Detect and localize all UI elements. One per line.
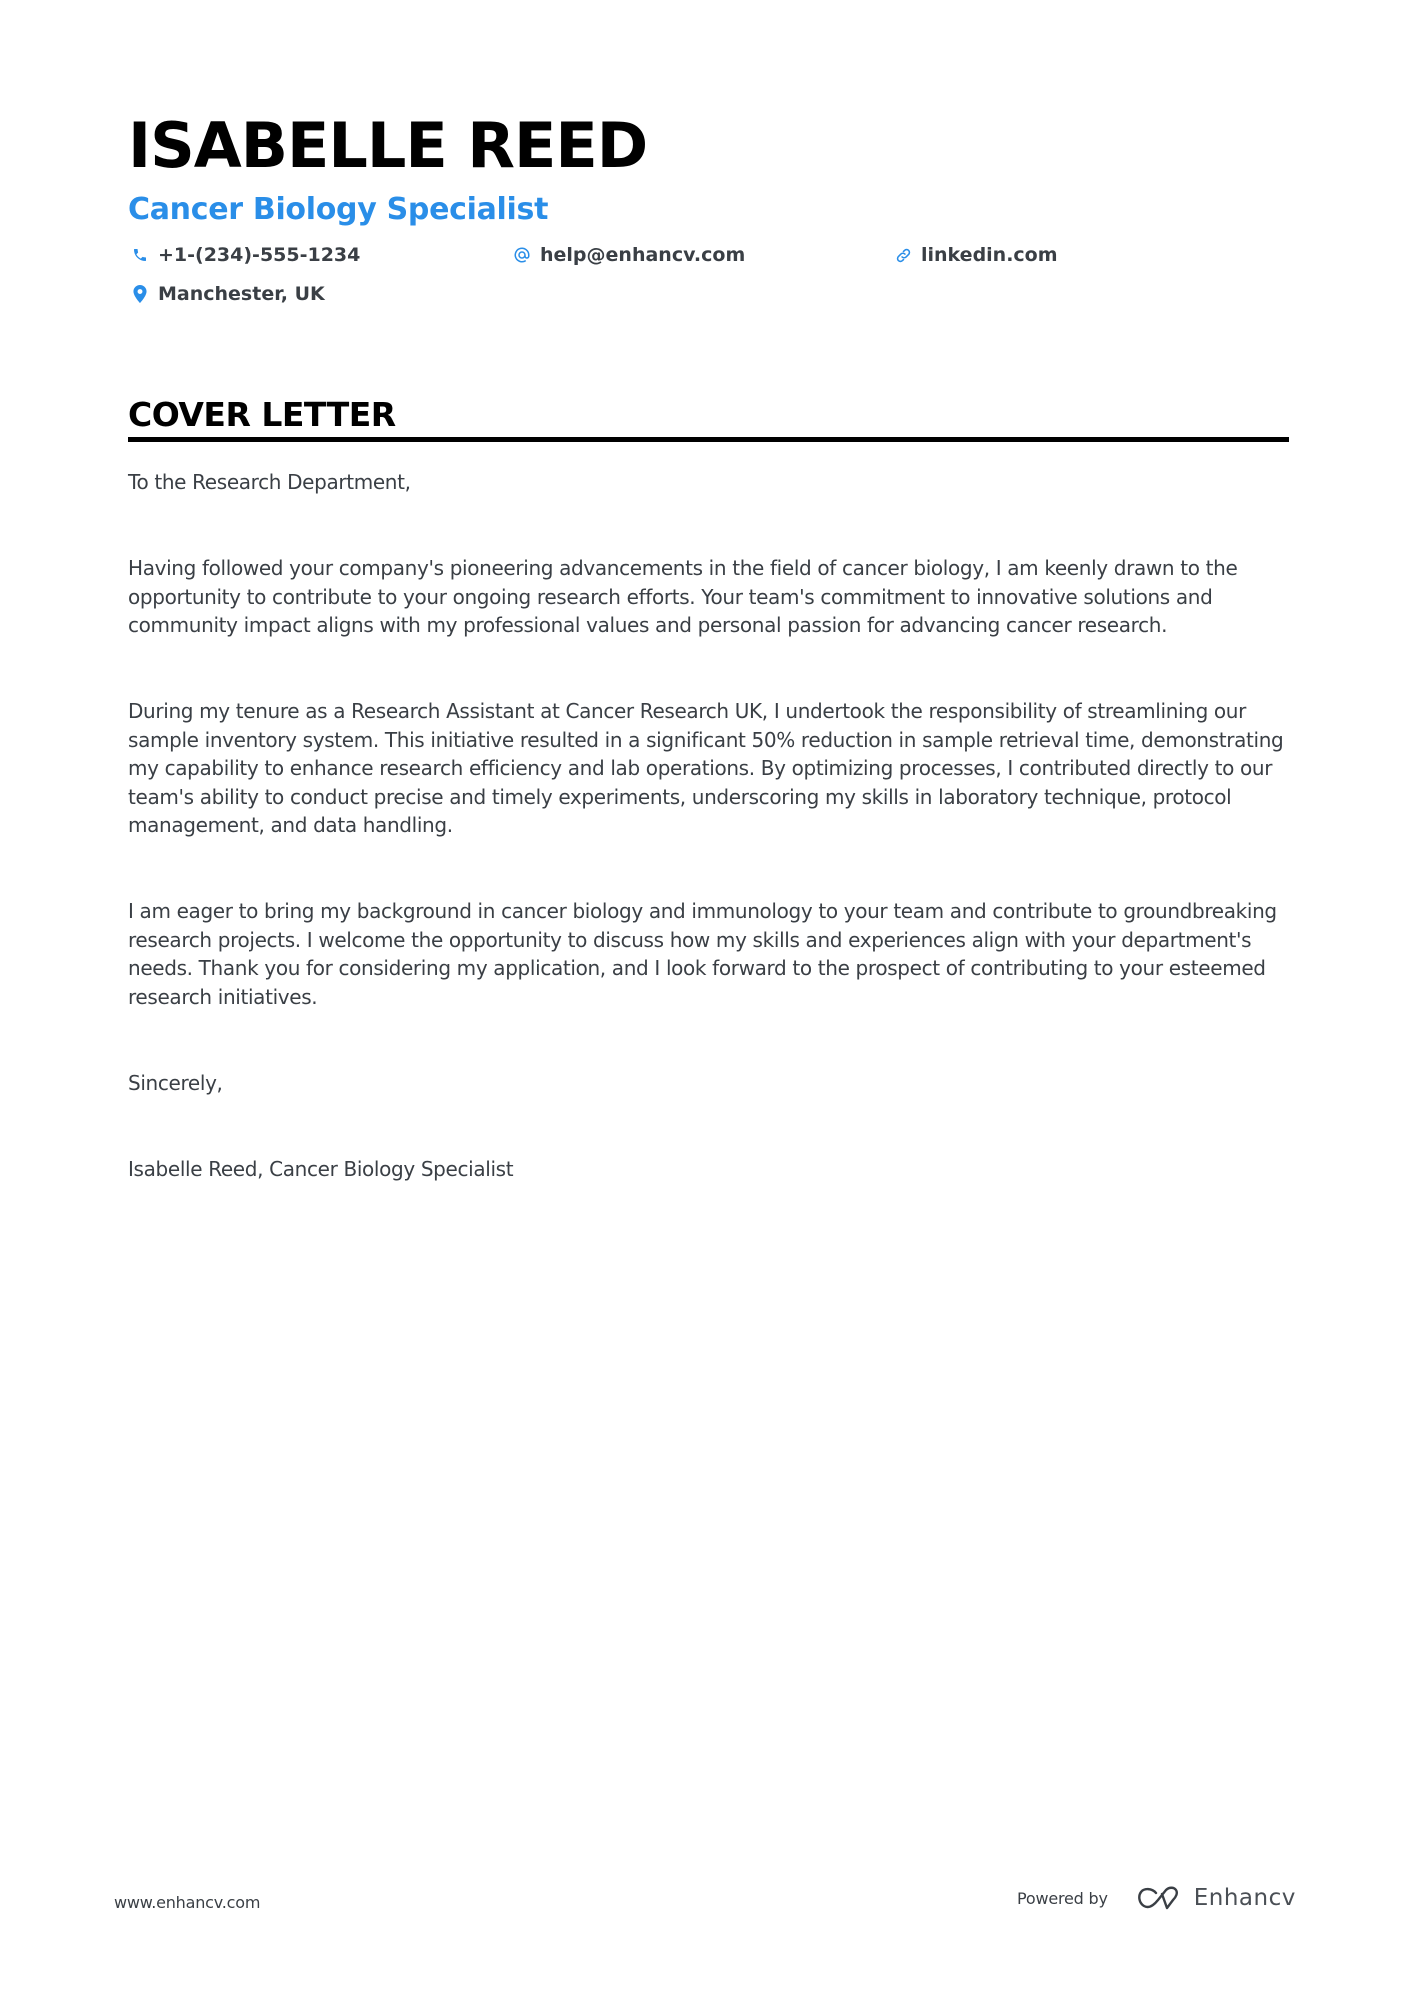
contact-location — [130, 281, 325, 307]
phone-text: +1-(234)-555-1234 — [158, 244, 361, 266]
contact-email[interactable] — [512, 242, 745, 268]
applicant-title: Cancer Biology Specialist — [128, 192, 549, 227]
letter-paragraph: I am eager to bring my background in cancer biology and immunology to your team and contribute to groundbreaking research projects. I welcome the opportunity to discuss how my skills and experiences align with your department's needs. Thank you for considering my application, and I look forward to the prospect of contributing to your esteemed research initiatives. — [128, 899, 1277, 1009]
powered-by-label: Powered by — [1017, 1888, 1108, 1908]
email-text[interactable]: help@enhancv.com — [540, 244, 746, 266]
location-pin-icon — [130, 284, 150, 304]
link-icon — [893, 245, 913, 265]
enhancv-logo-icon — [1136, 1885, 1184, 1911]
letter-signature: Isabelle Reed, Cancer Biology Specialist — [128, 1157, 514, 1181]
section-divider — [128, 437, 1289, 442]
section-title: COVER LETTER — [128, 395, 396, 434]
at-icon — [512, 245, 532, 265]
location-text: Manchester, UK — [158, 283, 325, 305]
enhancv-brand-text: Enhancv — [1193, 1885, 1296, 1911]
footer-branding[interactable] — [1017, 1885, 1296, 1911]
applicant-name: ISABELLE REED — [128, 109, 648, 182]
letter-paragraph: Having followed your company's pioneering advancements in the field of cancer biology, I am keenly drawn to the opportunity to contribute to your ongoing research efforts. Your team's commitment to innovative solutions and community impact aligns with my professional values and personal passion for advancing cancer research. — [128, 556, 1238, 638]
letter-salutation: To the Research Department, — [128, 470, 411, 494]
letter-paragraph: During my tenure as a Research Assistant at Cancer Research UK, I undertook the responsibility of streamlining our sample inventory system. This initiative resulted in a significant 50% reduction in sample retrieval time, demonstrating my capability to enhance research efficiency and lab operations. By optimizing processes, I contributed directly to our team's ability to conduct precise and timely experiments, underscoring my skills in laboratory technique, protocol management, and data handling. — [128, 699, 1284, 838]
contact-phone — [130, 242, 360, 268]
phone-icon — [130, 245, 150, 265]
letter-closing: Sincerely, — [128, 1071, 223, 1095]
linkedin-text[interactable]: linkedin.com — [921, 244, 1058, 266]
contact-linkedin[interactable] — [893, 242, 1058, 268]
footer-website-link[interactable]: www.enhancv.com — [114, 1893, 261, 1912]
